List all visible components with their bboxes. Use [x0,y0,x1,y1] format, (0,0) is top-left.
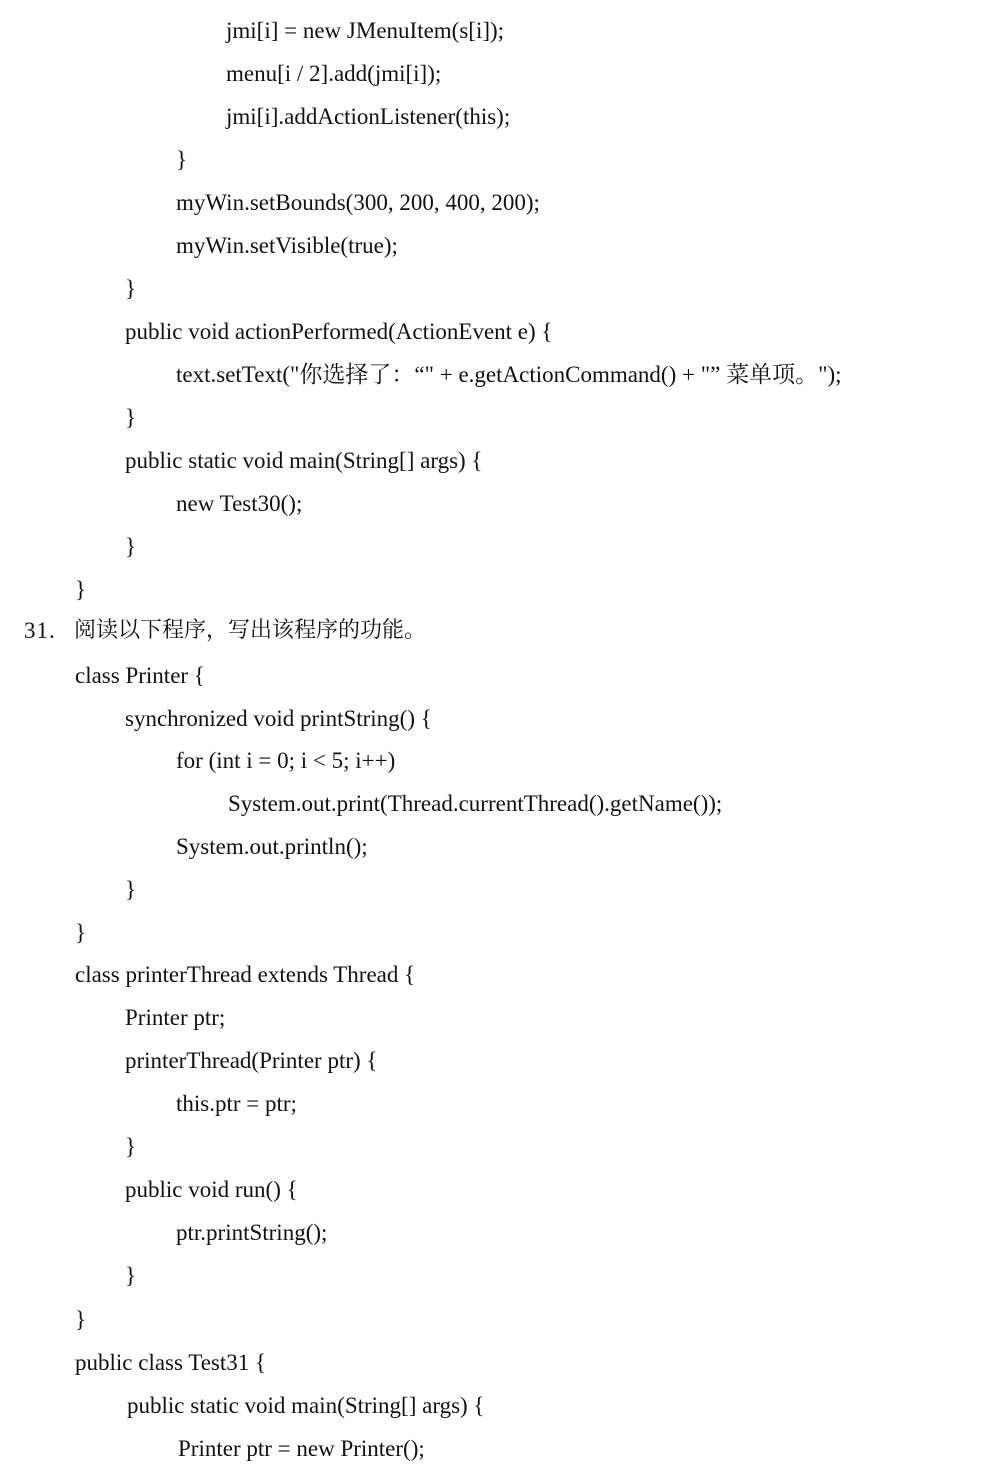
code-line: System.out.print(Thread.currentThread().getName()); [228,791,723,816]
code-line: class printerThread extends Thread { [75,962,416,987]
code-line: } [125,405,137,430]
code-line: public static void main(String[] args) { [125,448,483,473]
code-line: myWin.setVisible(true); [176,233,398,258]
code-line: } [176,147,188,172]
code-line: } [125,534,137,559]
code-line: } [125,877,137,902]
code-line: } [125,276,137,301]
code-line: public void actionPerformed(ActionEvent e) { [125,319,553,344]
code-line: menu[i / 2].add(jmi[i]); [226,61,442,86]
code-line: } [75,577,87,602]
code-line: Printer ptr = new Printer(); [178,1436,425,1461]
code-line: text.setText("你选择了：“" + e.getActionCommand() + "” 菜单项。"); [176,362,842,387]
code-line: this.ptr = ptr; [176,1091,297,1116]
code-line: ptr.printString(); [176,1220,328,1245]
code-line: } [125,1134,137,1159]
code-line: jmi[i] = new JMenuItem(s[i]); [226,18,505,43]
question-text: 阅读以下程序，写出该程序的功能。 [74,618,427,643]
code-line: } [75,1307,87,1332]
code-line: synchronized void printString() { [125,706,432,731]
code-line: public void run() { [125,1177,298,1202]
code-line: public class Test31 { [75,1350,267,1375]
code-line: printerThread(Printer ptr) { [125,1048,378,1073]
code-line: class Printer { [75,663,205,688]
code-line: new Test30(); [176,491,303,516]
code-line: for (int i = 0; i < 5; i++) [176,748,396,773]
question-number: 31. [24,618,56,643]
code-line: Printer ptr; [125,1005,226,1030]
code-line: } [75,920,87,945]
code-line: public static void main(String[] args) { [127,1393,485,1418]
code-line: jmi[i].addActionListener(this); [226,104,511,129]
code-line: myWin.setBounds(300, 200, 400, 200); [176,190,540,215]
code-line: System.out.println(); [176,834,368,859]
code-line: } [125,1263,137,1288]
